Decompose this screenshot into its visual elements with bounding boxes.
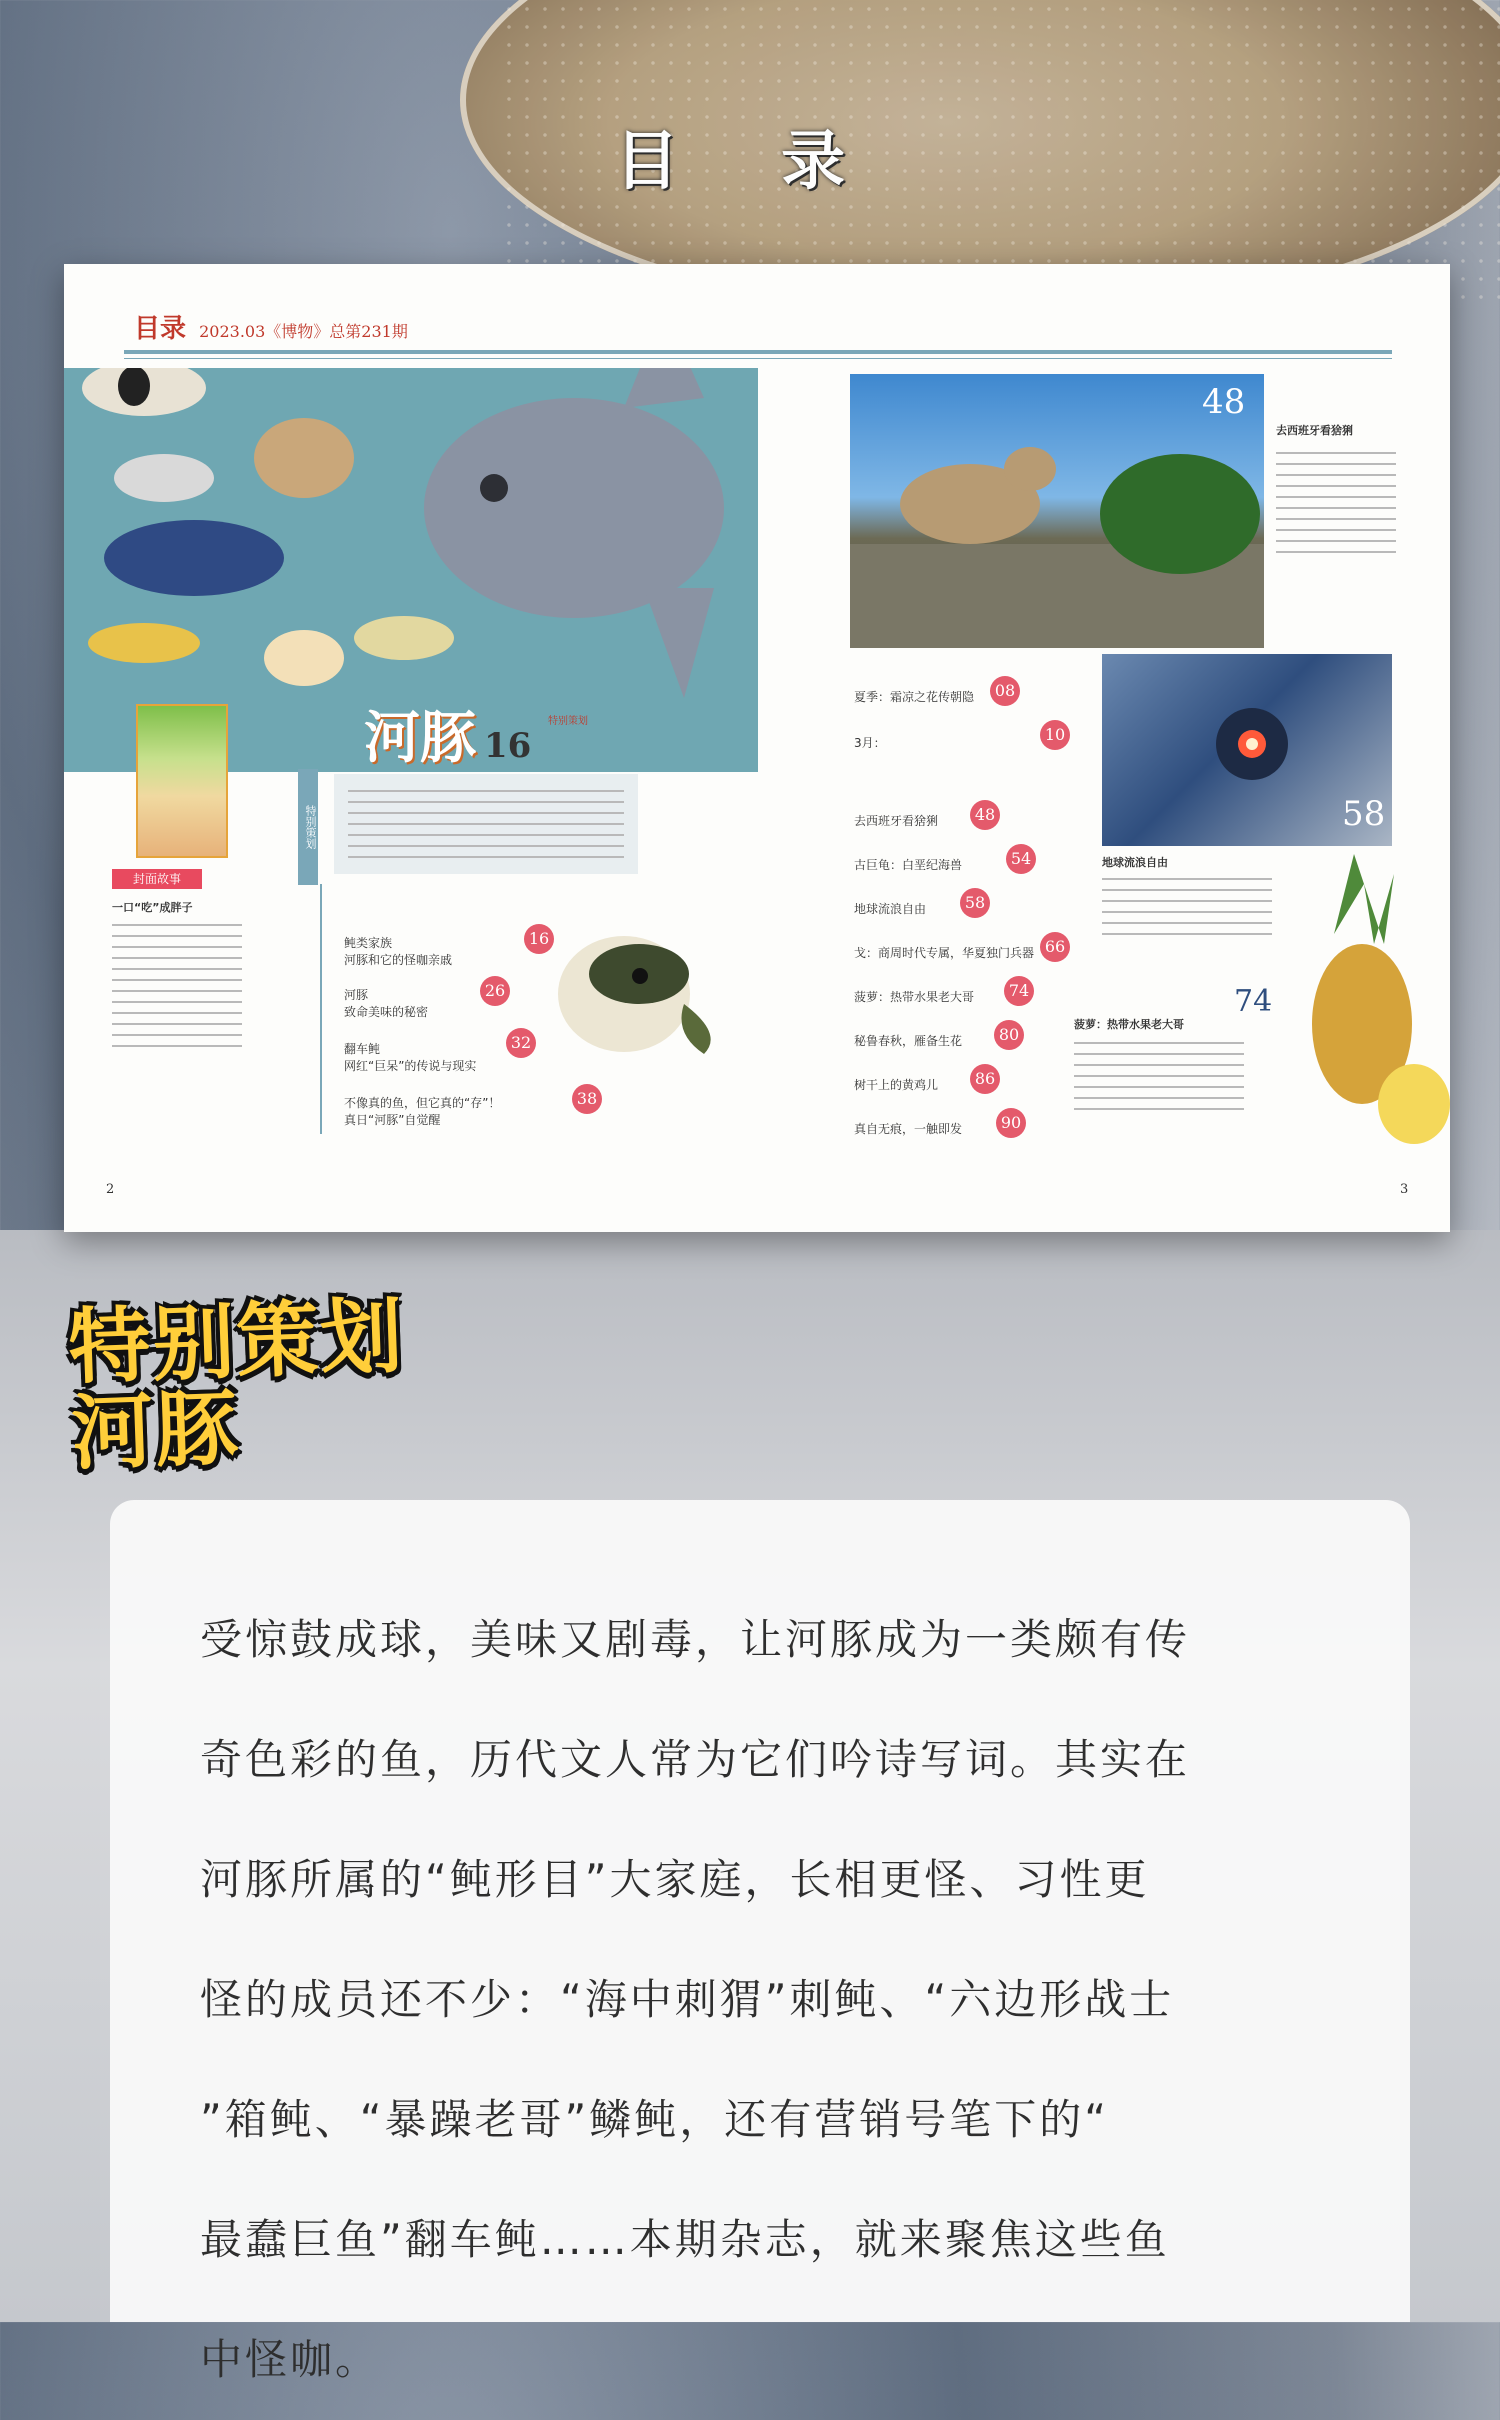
body-line: 河豚所属的“鲀形目”大家庭，长相更怪、习性更: [200, 1855, 1150, 1904]
toc-entry[interactable]: 3月：: [854, 736, 886, 750]
header-rule: [124, 350, 1392, 354]
magazine-cover-thumbnail: [136, 704, 228, 858]
pufferfish-illustration: [544, 924, 734, 1064]
toc-entry[interactable]: 树干上的黄鸡儿: [854, 1078, 939, 1092]
toc-entry[interactable]: 不像真的鱼，但它真的“存”！ 真日“河豚”自觉醒: [344, 1096, 501, 1127]
photo-caption-text: [1074, 1042, 1244, 1119]
toc-page-number: 16: [524, 924, 554, 954]
photo-page-number: 48: [1202, 382, 1246, 422]
body-line: ”箱鲀、“暴躁老哥”鳞鲀，还有营销号笔下的“: [200, 2095, 1110, 2144]
toc-entry[interactable]: 戈：商周时代专属，华夏独门兵器: [854, 946, 1035, 960]
toc-page-number: 80: [994, 1020, 1024, 1050]
toc-page-number: 48: [970, 800, 1000, 830]
photo-caption: 去西班牙看猞猁: [1276, 424, 1353, 437]
photo-caption-text: [1276, 452, 1396, 562]
photo-caption: 菠萝：热带水果老大哥: [1074, 1018, 1184, 1031]
toc-page-number: 54: [1006, 844, 1036, 874]
toc-page-number: 86: [970, 1064, 1000, 1094]
body-line: 怪的成员还不少：“海中刺猬”刺鲀、“六边形战士: [200, 1975, 1175, 2024]
toc-page-number: 90: [996, 1108, 1026, 1138]
section-title: 特别策划 河豚: [66, 1289, 407, 1482]
photo-page-number: 58: [1342, 794, 1386, 834]
feature-title: 河豚 16: [364, 705, 532, 771]
body-line: 受惊鼓成球，美味又剧毒，让河豚成为一类颇有传: [200, 1615, 1191, 1664]
toc-entry[interactable]: 真自无痕，一触即发: [854, 1122, 963, 1136]
side-label: 特别策划: [298, 769, 318, 885]
fish-cowfish: [88, 623, 200, 663]
toc-entry[interactable]: 夏季：霜凉之花传朝隐: [854, 690, 975, 704]
toc-page-number: 10: [1040, 720, 1070, 750]
cover-story-tag: 封面故事: [112, 869, 202, 889]
fish-pufferfish-small: [264, 630, 344, 686]
body-line: 奇色彩的鱼，历代文人常为它们吟诗写词。其实在: [200, 1735, 1191, 1784]
toc-entry[interactable]: 河豚 致命美味的秘密: [344, 988, 429, 1019]
fish-triggerfish: [104, 520, 284, 596]
toc-page-number: 32: [506, 1028, 536, 1058]
toc-page-number: 66: [1040, 932, 1070, 962]
toc-entry[interactable]: 秘鲁春秋，雁备生花: [854, 1034, 963, 1048]
page-number-left: 2: [106, 1182, 115, 1197]
header-rule-thin: [124, 358, 1392, 359]
body-line: 中怪咖。: [200, 2335, 381, 2384]
magazine-spread: [64, 264, 1450, 1232]
body-line: 最蠢巨鱼”翻车鲀……本期杂志，就来聚焦这些鱼: [200, 2215, 1170, 2264]
toc-heading: 目录 2023.03《博物》总第231期: [134, 314, 408, 344]
fish-spotted: [354, 616, 454, 660]
toc-page-number: 38: [572, 1084, 602, 1114]
sunfish-illustration: [424, 368, 724, 698]
page-title: 目 录: [614, 125, 886, 199]
toc-entry[interactable]: 鲀类家族 河豚和它的怪咖亲戚: [344, 936, 453, 967]
fish-filefish: [114, 454, 214, 502]
photo-caption: 地球流浪自由: [1102, 856, 1168, 869]
pineapple-photo: [1274, 854, 1450, 1154]
toc-entry[interactable]: 去西班牙看猞猁: [854, 814, 939, 828]
cover-story-title: 一口“吃”成胖子: [112, 901, 193, 914]
photo-page-number: 74: [1234, 984, 1273, 1019]
toc-entry[interactable]: 地球流浪自由: [854, 902, 927, 916]
toc-page-number: 26: [480, 976, 510, 1006]
page-number-right: 3: [1400, 1182, 1409, 1197]
toc-page-number: 58: [960, 888, 990, 918]
feature-tag: 特别策划: [548, 716, 588, 727]
toc-entry[interactable]: 翻车鲀 网红“巨呆”的传说与现实: [344, 1042, 477, 1073]
fish-porcupine: [254, 418, 354, 498]
feature-intro-box: [334, 774, 638, 874]
toc-page-number: 08: [990, 676, 1020, 706]
toc-entry[interactable]: 古巨龟：白垩纪海兽: [854, 858, 963, 872]
toc-page-number: 74: [1004, 976, 1034, 1006]
section-body: [200, 1580, 1340, 2420]
photo-caption-text: [1102, 878, 1272, 944]
divider: [320, 884, 322, 1134]
cover-story-text: [112, 924, 242, 1056]
toc-entry[interactable]: 菠萝：热带水果老大哥: [854, 990, 975, 1004]
